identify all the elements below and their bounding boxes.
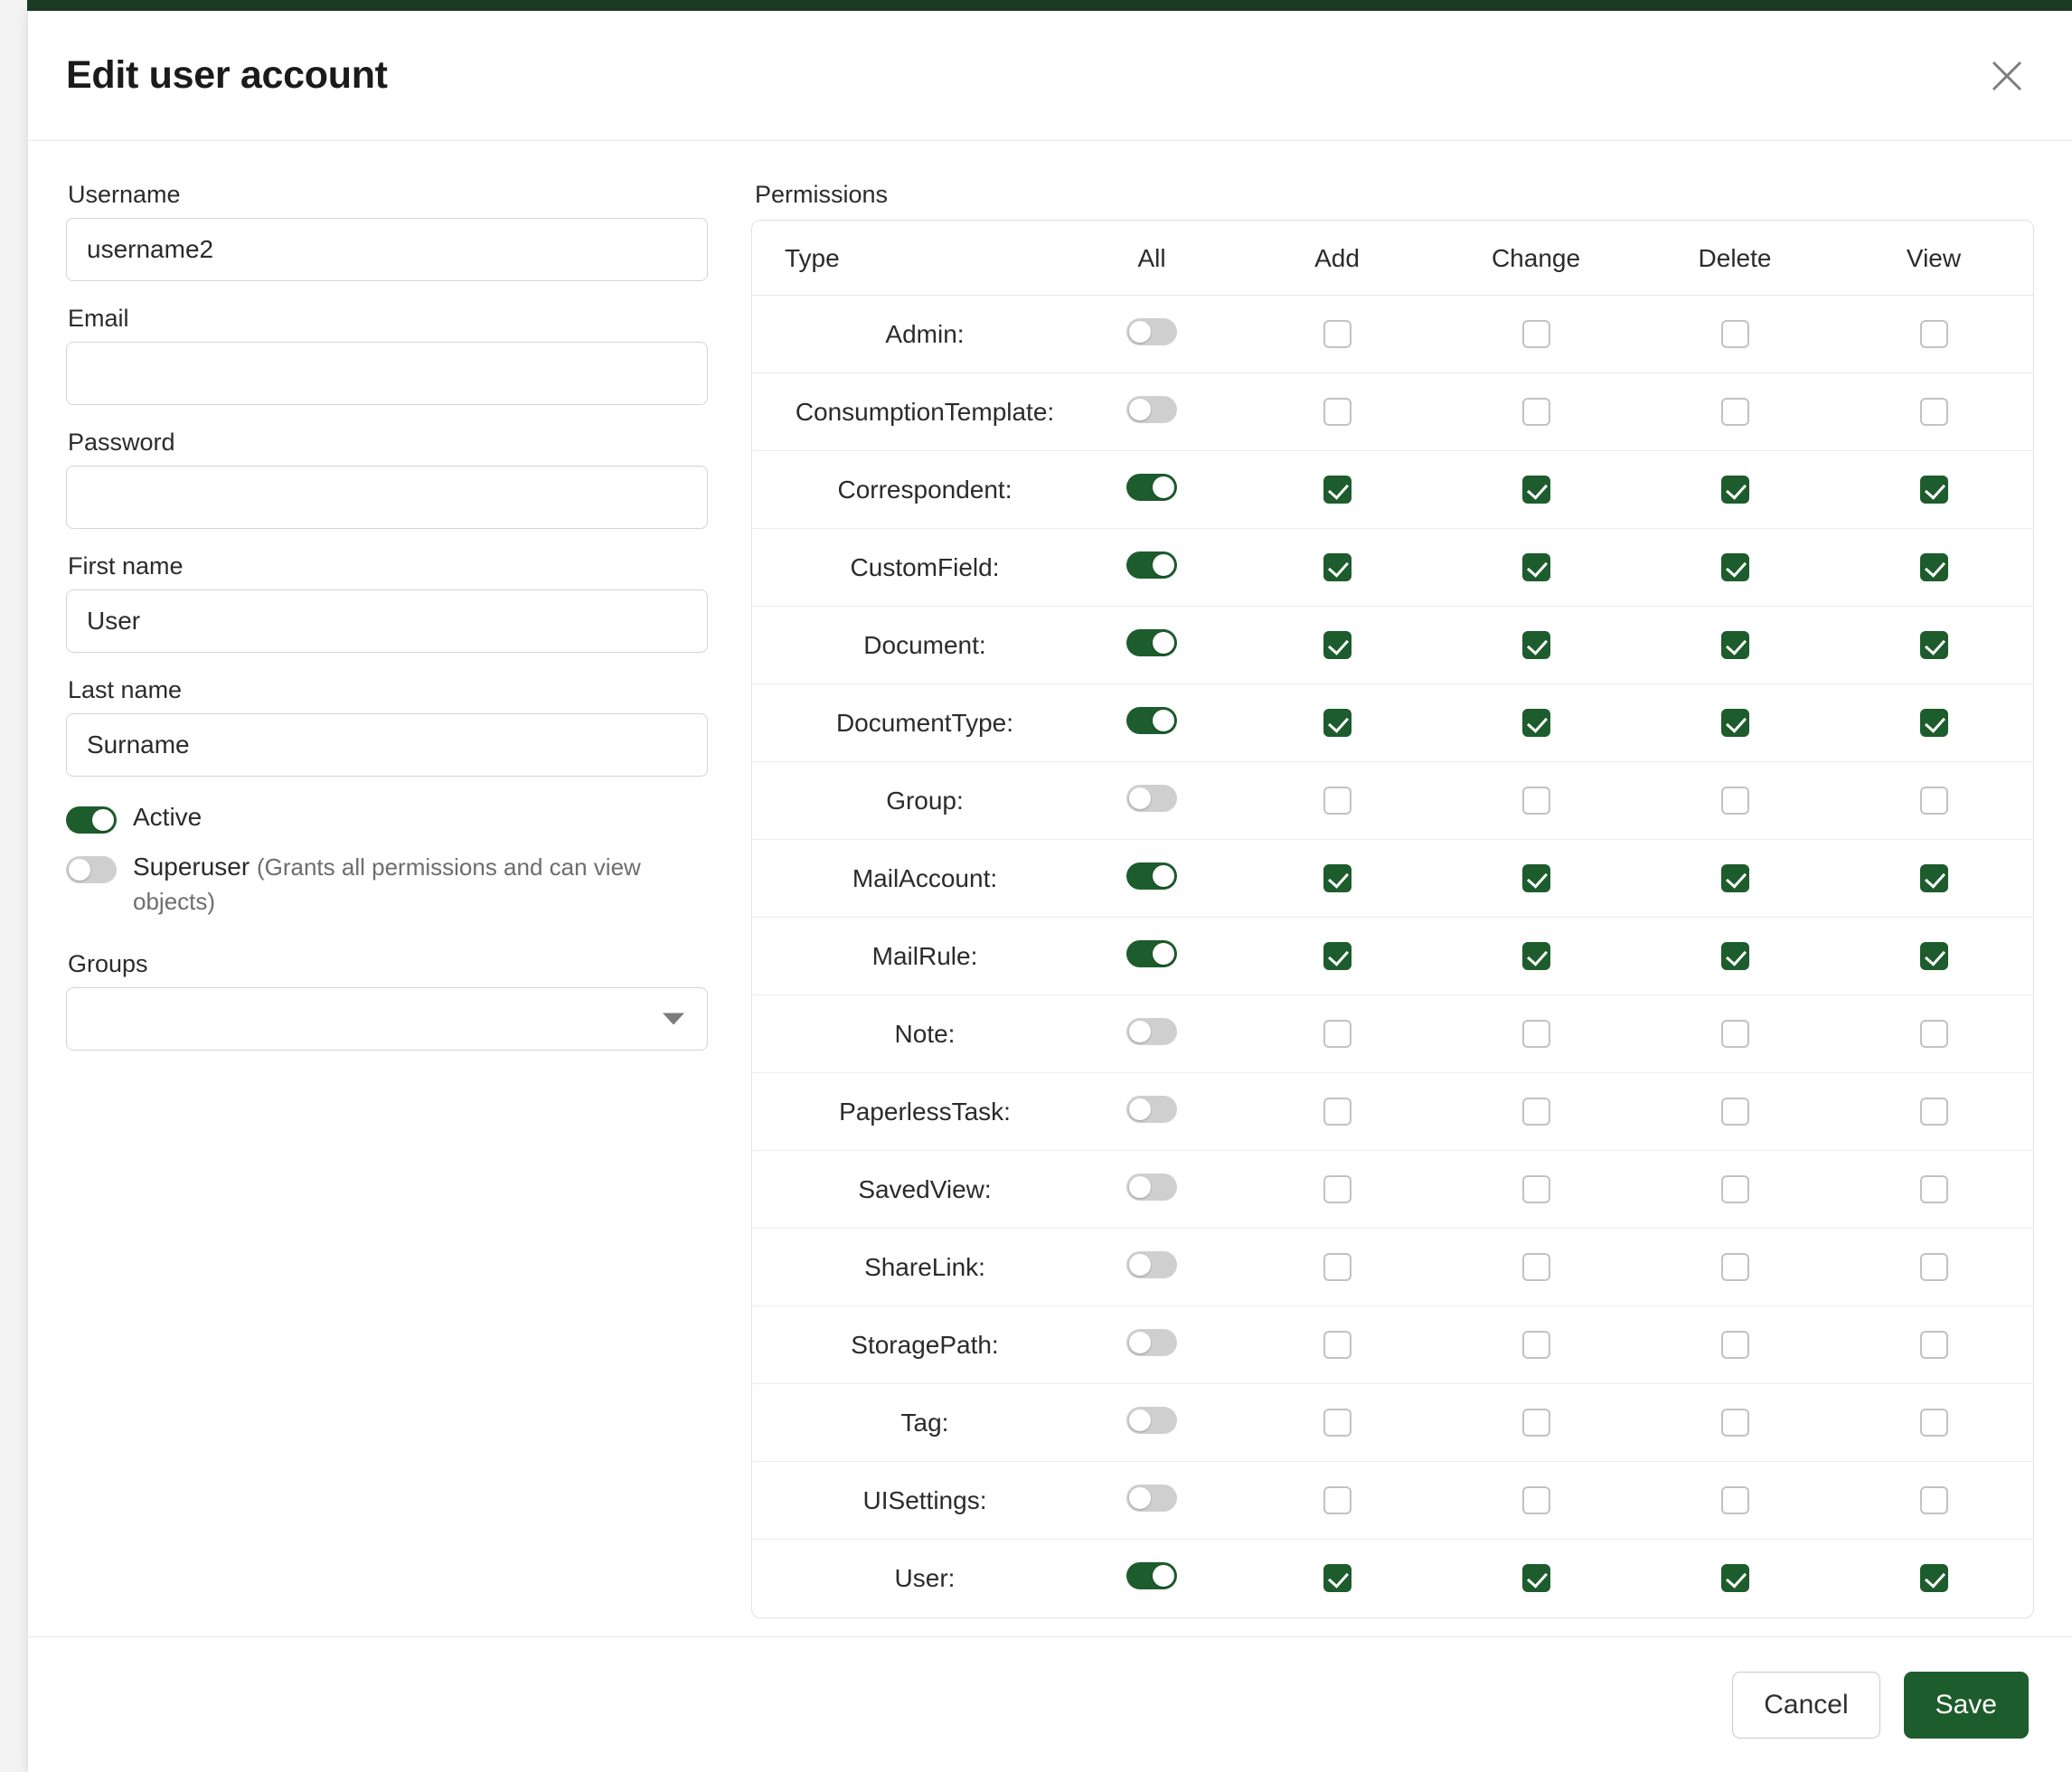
active-row bbox=[66, 800, 708, 835]
permission-delete-checkbox-cell bbox=[1635, 840, 1834, 918]
permission-change-checkbox-cell bbox=[1436, 1306, 1635, 1384]
permission-view-checkbox[interactable] bbox=[1920, 1098, 1948, 1126]
permission-all-toggle[interactable] bbox=[1126, 1018, 1177, 1045]
column-header-all: All bbox=[1066, 221, 1238, 296]
last-name-label: Last name bbox=[68, 676, 183, 703]
column-header-delete: Delete bbox=[1635, 221, 1834, 296]
permission-view-checkbox-cell bbox=[1834, 607, 2033, 684]
permission-view-checkbox[interactable] bbox=[1920, 1020, 1948, 1048]
permission-add-checkbox-cell bbox=[1238, 529, 1436, 607]
permission-type-label: ShareLink: bbox=[752, 1229, 1066, 1306]
permission-add-checkbox-cell bbox=[1238, 1540, 1436, 1617]
permission-change-checkbox-cell bbox=[1436, 1151, 1635, 1229]
permission-all-toggle[interactable] bbox=[1126, 940, 1177, 967]
table-row bbox=[752, 296, 2033, 373]
permission-add-checkbox[interactable] bbox=[1323, 398, 1352, 426]
permission-view-checkbox-cell bbox=[1834, 1540, 2033, 1617]
permission-all-cell bbox=[1066, 918, 1238, 995]
permission-add-checkbox[interactable] bbox=[1323, 1486, 1352, 1514]
permission-add-checkbox[interactable] bbox=[1323, 631, 1352, 659]
permission-add-checkbox-cell bbox=[1238, 995, 1436, 1073]
permission-change-checkbox-cell bbox=[1436, 373, 1635, 451]
permission-change-checkbox-cell bbox=[1436, 1462, 1635, 1540]
permission-type-label: UISettings: bbox=[752, 1462, 1066, 1540]
permission-change-checkbox-cell bbox=[1436, 1540, 1635, 1617]
username-input[interactable] bbox=[66, 218, 708, 281]
permission-type-label: User: bbox=[894, 1563, 956, 1592]
permission-all-toggle[interactable] bbox=[1126, 1173, 1177, 1201]
permission-add-checkbox-cell bbox=[1238, 373, 1436, 451]
table-row bbox=[752, 840, 2033, 918]
permission-all-cell bbox=[1066, 684, 1238, 762]
permission-delete-checkbox[interactable] bbox=[1721, 1253, 1749, 1281]
dialog-footer bbox=[28, 1636, 2072, 1772]
permission-delete-checkbox-cell bbox=[1635, 1229, 1834, 1306]
permission-view-checkbox-cell bbox=[1834, 1151, 2033, 1229]
permission-view-checkbox-cell bbox=[1834, 296, 2033, 373]
permission-add-checkbox[interactable] bbox=[1323, 709, 1352, 737]
permission-all-cell bbox=[1066, 607, 1238, 684]
permission-add-checkbox-cell bbox=[1238, 607, 1436, 684]
permission-delete-checkbox-cell bbox=[1635, 529, 1834, 607]
permission-view-checkbox-cell bbox=[1834, 451, 2033, 529]
table-row bbox=[752, 1073, 2033, 1151]
permission-add-checkbox-cell bbox=[1238, 840, 1436, 918]
permission-view-checkbox[interactable] bbox=[1920, 1564, 1948, 1592]
permission-all-toggle[interactable] bbox=[1126, 551, 1177, 579]
groups-select-wrap bbox=[66, 987, 708, 1051]
permission-change-checkbox-cell bbox=[1436, 1384, 1635, 1462]
permission-add-checkbox[interactable] bbox=[1323, 1564, 1352, 1592]
permission-all-cell bbox=[1066, 529, 1238, 607]
table-row bbox=[752, 918, 2033, 995]
permission-add-checkbox-cell bbox=[1238, 451, 1436, 529]
permission-change-checkbox-cell bbox=[1436, 684, 1635, 762]
permission-delete-checkbox-cell bbox=[1635, 995, 1834, 1073]
table-row bbox=[752, 1306, 2033, 1384]
permission-all-toggle[interactable] bbox=[1126, 1329, 1177, 1356]
permission-all-toggle[interactable] bbox=[1126, 862, 1177, 890]
permission-add-checkbox[interactable] bbox=[1323, 787, 1352, 815]
permission-delete-checkbox[interactable] bbox=[1721, 631, 1749, 659]
permission-add-checkbox-cell bbox=[1238, 1384, 1436, 1462]
permission-view-checkbox-cell bbox=[1834, 918, 2033, 995]
table-row bbox=[752, 995, 2033, 1073]
permissions-label: Permissions bbox=[755, 181, 889, 208]
permission-type-label: CustomField: bbox=[752, 529, 1066, 607]
permission-change-checkbox[interactable] bbox=[1522, 631, 1550, 659]
permission-change-checkbox[interactable] bbox=[1522, 864, 1550, 892]
password-field[interactable] bbox=[66, 466, 708, 529]
active-toggle[interactable] bbox=[66, 806, 117, 834]
table-row bbox=[752, 373, 2033, 451]
groups-select[interactable] bbox=[66, 987, 708, 1051]
permission-type-label: PaperlessTask: bbox=[752, 1073, 1066, 1151]
permission-all-cell bbox=[1066, 1540, 1238, 1617]
page-title: Edit user account bbox=[66, 53, 388, 97]
permission-change-checkbox-cell bbox=[1436, 1229, 1635, 1306]
permission-add-checkbox-cell bbox=[1238, 684, 1436, 762]
permission-delete-checkbox[interactable] bbox=[1721, 476, 1749, 504]
permission-all-cell bbox=[1066, 1384, 1238, 1462]
permission-add-checkbox[interactable] bbox=[1323, 1020, 1352, 1048]
permission-view-checkbox[interactable] bbox=[1920, 942, 1948, 970]
permission-view-checkbox[interactable] bbox=[1920, 787, 1948, 815]
table-row bbox=[752, 1462, 2033, 1540]
permission-view-checkbox[interactable] bbox=[1920, 1331, 1948, 1359]
permission-all-cell bbox=[1066, 373, 1238, 451]
dialog-header bbox=[28, 11, 2072, 141]
permission-change-checkbox[interactable] bbox=[1522, 1253, 1550, 1281]
permission-view-checkbox[interactable] bbox=[1920, 864, 1948, 892]
active-label: Active bbox=[133, 803, 202, 831]
permission-change-checkbox[interactable] bbox=[1522, 1331, 1550, 1359]
email-label: Email bbox=[68, 305, 129, 332]
permission-all-toggle[interactable] bbox=[1126, 785, 1177, 812]
permission-view-checkbox-cell bbox=[1834, 995, 2033, 1073]
table-row bbox=[752, 684, 2033, 762]
permission-add-checkbox-cell bbox=[1238, 762, 1436, 840]
permission-view-checkbox[interactable] bbox=[1920, 320, 1948, 348]
permission-all-toggle[interactable] bbox=[1126, 318, 1177, 345]
permission-change-checkbox[interactable] bbox=[1522, 476, 1550, 504]
permission-add-checkbox[interactable] bbox=[1323, 1175, 1352, 1203]
permission-type-label: DocumentType: bbox=[752, 684, 1066, 762]
permission-delete-checkbox-cell bbox=[1635, 684, 1834, 762]
permission-add-checkbox-cell bbox=[1238, 1151, 1436, 1229]
permission-view-checkbox-cell bbox=[1834, 529, 2033, 607]
first-name-label: First name bbox=[68, 552, 184, 580]
permission-view-checkbox-cell bbox=[1834, 1306, 2033, 1384]
permission-add-checkbox[interactable] bbox=[1323, 320, 1352, 348]
permission-add-checkbox[interactable] bbox=[1323, 1331, 1352, 1359]
permission-all-cell bbox=[1066, 1151, 1238, 1229]
groups-label: Groups bbox=[68, 949, 148, 977]
permission-delete-checkbox-cell bbox=[1635, 373, 1834, 451]
permission-view-checkbox[interactable] bbox=[1920, 1175, 1948, 1203]
last-name-input[interactable] bbox=[66, 713, 708, 777]
superuser-row bbox=[66, 850, 708, 919]
permission-type-label: SavedView: bbox=[752, 1151, 1066, 1229]
permission-change-checkbox-cell bbox=[1436, 1073, 1635, 1151]
permission-view-checkbox[interactable] bbox=[1920, 1253, 1948, 1281]
permission-delete-checkbox-cell bbox=[1635, 1151, 1834, 1229]
permission-type-label: MailRule: bbox=[752, 918, 1066, 995]
permission-view-checkbox[interactable] bbox=[1920, 709, 1948, 737]
permission-type-label: MailAccount: bbox=[752, 840, 1066, 918]
permission-change-checkbox[interactable] bbox=[1522, 1409, 1550, 1437]
permission-view-checkbox-cell bbox=[1834, 1384, 2033, 1462]
permission-change-checkbox[interactable] bbox=[1522, 398, 1550, 426]
permission-delete-checkbox[interactable] bbox=[1721, 1486, 1749, 1514]
permission-delete-checkbox-cell bbox=[1635, 762, 1834, 840]
permission-view-checkbox[interactable] bbox=[1920, 1486, 1948, 1514]
edit-user-account-dialog bbox=[27, 11, 2072, 1772]
window-top-edge bbox=[0, 0, 2072, 11]
permission-view-checkbox-cell bbox=[1834, 1073, 2033, 1151]
table-row bbox=[752, 1540, 2033, 1617]
permission-change-checkbox[interactable] bbox=[1522, 1486, 1550, 1514]
permission-delete-checkbox-cell bbox=[1635, 451, 1834, 529]
permission-add-checkbox-cell bbox=[1238, 1073, 1436, 1151]
email-field[interactable] bbox=[66, 342, 708, 405]
permission-add-checkbox-cell bbox=[1238, 1462, 1436, 1540]
permission-type-label: Correspondent: bbox=[752, 451, 1066, 529]
table-row bbox=[752, 762, 2033, 840]
permission-delete-checkbox[interactable] bbox=[1721, 1564, 1749, 1592]
permission-all-toggle[interactable] bbox=[1126, 1407, 1177, 1434]
permission-change-checkbox[interactable] bbox=[1522, 709, 1550, 737]
permission-delete-checkbox-cell bbox=[1635, 918, 1834, 995]
permission-all-cell bbox=[1066, 1306, 1238, 1384]
permission-delete-checkbox[interactable] bbox=[1721, 1409, 1749, 1437]
permission-add-checkbox[interactable] bbox=[1323, 942, 1352, 970]
permission-all-toggle[interactable] bbox=[1126, 1096, 1177, 1123]
permission-view-checkbox-cell bbox=[1834, 1229, 2033, 1306]
permission-delete-checkbox[interactable] bbox=[1721, 864, 1749, 892]
permission-delete-checkbox[interactable] bbox=[1721, 787, 1749, 815]
permission-all-toggle[interactable] bbox=[1126, 474, 1177, 501]
permissions-table-body bbox=[752, 296, 2033, 1617]
save-button[interactable]: Save bbox=[1904, 1672, 2029, 1739]
permission-delete-checkbox-cell bbox=[1635, 1073, 1834, 1151]
permission-delete-checkbox[interactable] bbox=[1721, 942, 1749, 970]
permission-change-checkbox-cell bbox=[1436, 918, 1635, 995]
permission-all-cell bbox=[1066, 1073, 1238, 1151]
username-label: Username bbox=[68, 181, 181, 208]
permission-add-checkbox[interactable] bbox=[1323, 864, 1352, 892]
permission-all-toggle[interactable] bbox=[1126, 1251, 1177, 1278]
column-header-change: Change bbox=[1436, 221, 1635, 296]
permission-type-label: Tag: bbox=[752, 1384, 1066, 1462]
cancel-button[interactable]: Cancel bbox=[1732, 1672, 1879, 1739]
permission-view-checkbox-cell bbox=[1834, 840, 2033, 918]
close-icon[interactable] bbox=[1980, 49, 2034, 103]
permission-all-toggle[interactable] bbox=[1126, 1485, 1177, 1512]
permission-type-label: ConsumptionTemplate: bbox=[752, 373, 1066, 451]
permission-all-toggle[interactable] bbox=[1126, 1562, 1177, 1589]
permission-all-cell bbox=[1066, 840, 1238, 918]
permission-delete-checkbox-cell bbox=[1635, 607, 1834, 684]
permission-change-checkbox-cell bbox=[1436, 840, 1635, 918]
column-header-add: Add bbox=[1238, 221, 1436, 296]
permission-delete-checkbox[interactable] bbox=[1721, 1020, 1749, 1048]
permission-delete-checkbox-cell bbox=[1635, 1462, 1834, 1540]
table-row bbox=[752, 529, 2033, 607]
permission-change-checkbox[interactable] bbox=[1522, 942, 1550, 970]
permission-change-checkbox[interactable] bbox=[1522, 1098, 1550, 1126]
permission-view-checkbox-cell bbox=[1834, 684, 2033, 762]
permission-add-checkbox[interactable] bbox=[1323, 1098, 1352, 1126]
permission-change-checkbox-cell bbox=[1436, 529, 1635, 607]
permission-add-checkbox[interactable] bbox=[1323, 1409, 1352, 1437]
permission-view-checkbox[interactable] bbox=[1920, 631, 1948, 659]
permission-add-checkbox[interactable] bbox=[1323, 476, 1352, 504]
permission-all-cell bbox=[1066, 1229, 1238, 1306]
dialog-body bbox=[28, 141, 2072, 1636]
permission-type-label: StoragePath: bbox=[752, 1306, 1066, 1384]
table-row bbox=[752, 1229, 2033, 1306]
user-details-form bbox=[66, 181, 708, 1636]
permission-view-checkbox-cell bbox=[1834, 762, 2033, 840]
permission-view-checkbox[interactable] bbox=[1920, 398, 1948, 426]
permission-change-checkbox[interactable] bbox=[1522, 1020, 1550, 1048]
permission-change-checkbox[interactable] bbox=[1522, 1175, 1550, 1203]
superuser-label-text: Superuser bbox=[133, 852, 250, 881]
permission-change-checkbox[interactable] bbox=[1522, 553, 1550, 581]
permission-type-label: Group: bbox=[752, 762, 1066, 840]
permission-all-cell bbox=[1066, 451, 1238, 529]
permission-view-checkbox-cell bbox=[1834, 373, 2033, 451]
permission-all-cell bbox=[1066, 1462, 1238, 1540]
permission-all-cell bbox=[1066, 995, 1238, 1073]
permission-delete-checkbox-cell bbox=[1635, 1540, 1834, 1617]
permission-change-checkbox[interactable] bbox=[1522, 787, 1550, 815]
table-row bbox=[752, 1151, 2033, 1229]
permission-delete-checkbox[interactable] bbox=[1721, 1175, 1749, 1203]
permission-delete-checkbox[interactable] bbox=[1721, 398, 1749, 426]
permission-view-checkbox[interactable] bbox=[1920, 553, 1948, 581]
column-header-view: View bbox=[1834, 221, 2033, 296]
permission-type-label: Document: bbox=[752, 607, 1066, 684]
permission-add-checkbox-cell bbox=[1238, 918, 1436, 995]
table-row bbox=[752, 607, 2033, 684]
superuser-label bbox=[133, 850, 684, 919]
permissions-header-row bbox=[752, 221, 2033, 296]
permissions-table-card bbox=[751, 220, 2034, 1618]
permission-delete-checkbox[interactable] bbox=[1721, 553, 1749, 581]
superuser-toggle[interactable] bbox=[66, 856, 117, 883]
superuser-hint: (Grants all permissions and can view objects) bbox=[133, 853, 641, 916]
column-header-type: Type bbox=[752, 221, 1066, 296]
permission-change-checkbox[interactable] bbox=[1522, 320, 1550, 348]
permission-add-checkbox-cell bbox=[1238, 296, 1436, 373]
permissions-table bbox=[752, 221, 2033, 1617]
permission-delete-checkbox[interactable] bbox=[1721, 1331, 1749, 1359]
permission-add-checkbox-cell bbox=[1238, 1306, 1436, 1384]
permission-type-label: Admin: bbox=[752, 296, 1066, 373]
permission-change-checkbox-cell bbox=[1436, 762, 1635, 840]
permission-view-checkbox[interactable] bbox=[1920, 1409, 1948, 1437]
permission-add-checkbox[interactable] bbox=[1323, 553, 1352, 581]
permission-change-checkbox-cell bbox=[1436, 607, 1635, 684]
permission-view-checkbox[interactable] bbox=[1920, 476, 1948, 504]
window-left-edge bbox=[0, 0, 27, 1772]
permission-all-toggle[interactable] bbox=[1126, 396, 1177, 423]
permission-change-checkbox-cell bbox=[1436, 451, 1635, 529]
permission-add-checkbox-cell bbox=[1238, 1229, 1436, 1306]
permission-all-toggle[interactable] bbox=[1126, 629, 1177, 656]
table-row bbox=[752, 451, 2033, 529]
permission-delete-checkbox[interactable] bbox=[1721, 709, 1749, 737]
permissions-section bbox=[751, 181, 2034, 1636]
permission-delete-checkbox[interactable] bbox=[1721, 1098, 1749, 1126]
permission-delete-checkbox-cell bbox=[1635, 1384, 1834, 1462]
permission-all-toggle[interactable] bbox=[1126, 707, 1177, 734]
permission-all-cell bbox=[1066, 762, 1238, 840]
permission-add-checkbox[interactable] bbox=[1323, 1253, 1352, 1281]
permission-view-checkbox-cell bbox=[1834, 1462, 2033, 1540]
permission-change-checkbox-cell bbox=[1436, 995, 1635, 1073]
permission-delete-checkbox-cell bbox=[1635, 296, 1834, 373]
permission-all-cell bbox=[1066, 296, 1238, 373]
permission-delete-checkbox[interactable] bbox=[1721, 320, 1749, 348]
permission-change-checkbox-cell bbox=[1436, 296, 1635, 373]
table-row bbox=[752, 1384, 2033, 1462]
permission-change-checkbox[interactable] bbox=[1522, 1564, 1550, 1592]
password-label: Password bbox=[68, 429, 175, 456]
permission-delete-checkbox-cell bbox=[1635, 1306, 1834, 1384]
first-name-input[interactable] bbox=[66, 589, 708, 653]
permission-type-label: Note: bbox=[752, 995, 1066, 1073]
